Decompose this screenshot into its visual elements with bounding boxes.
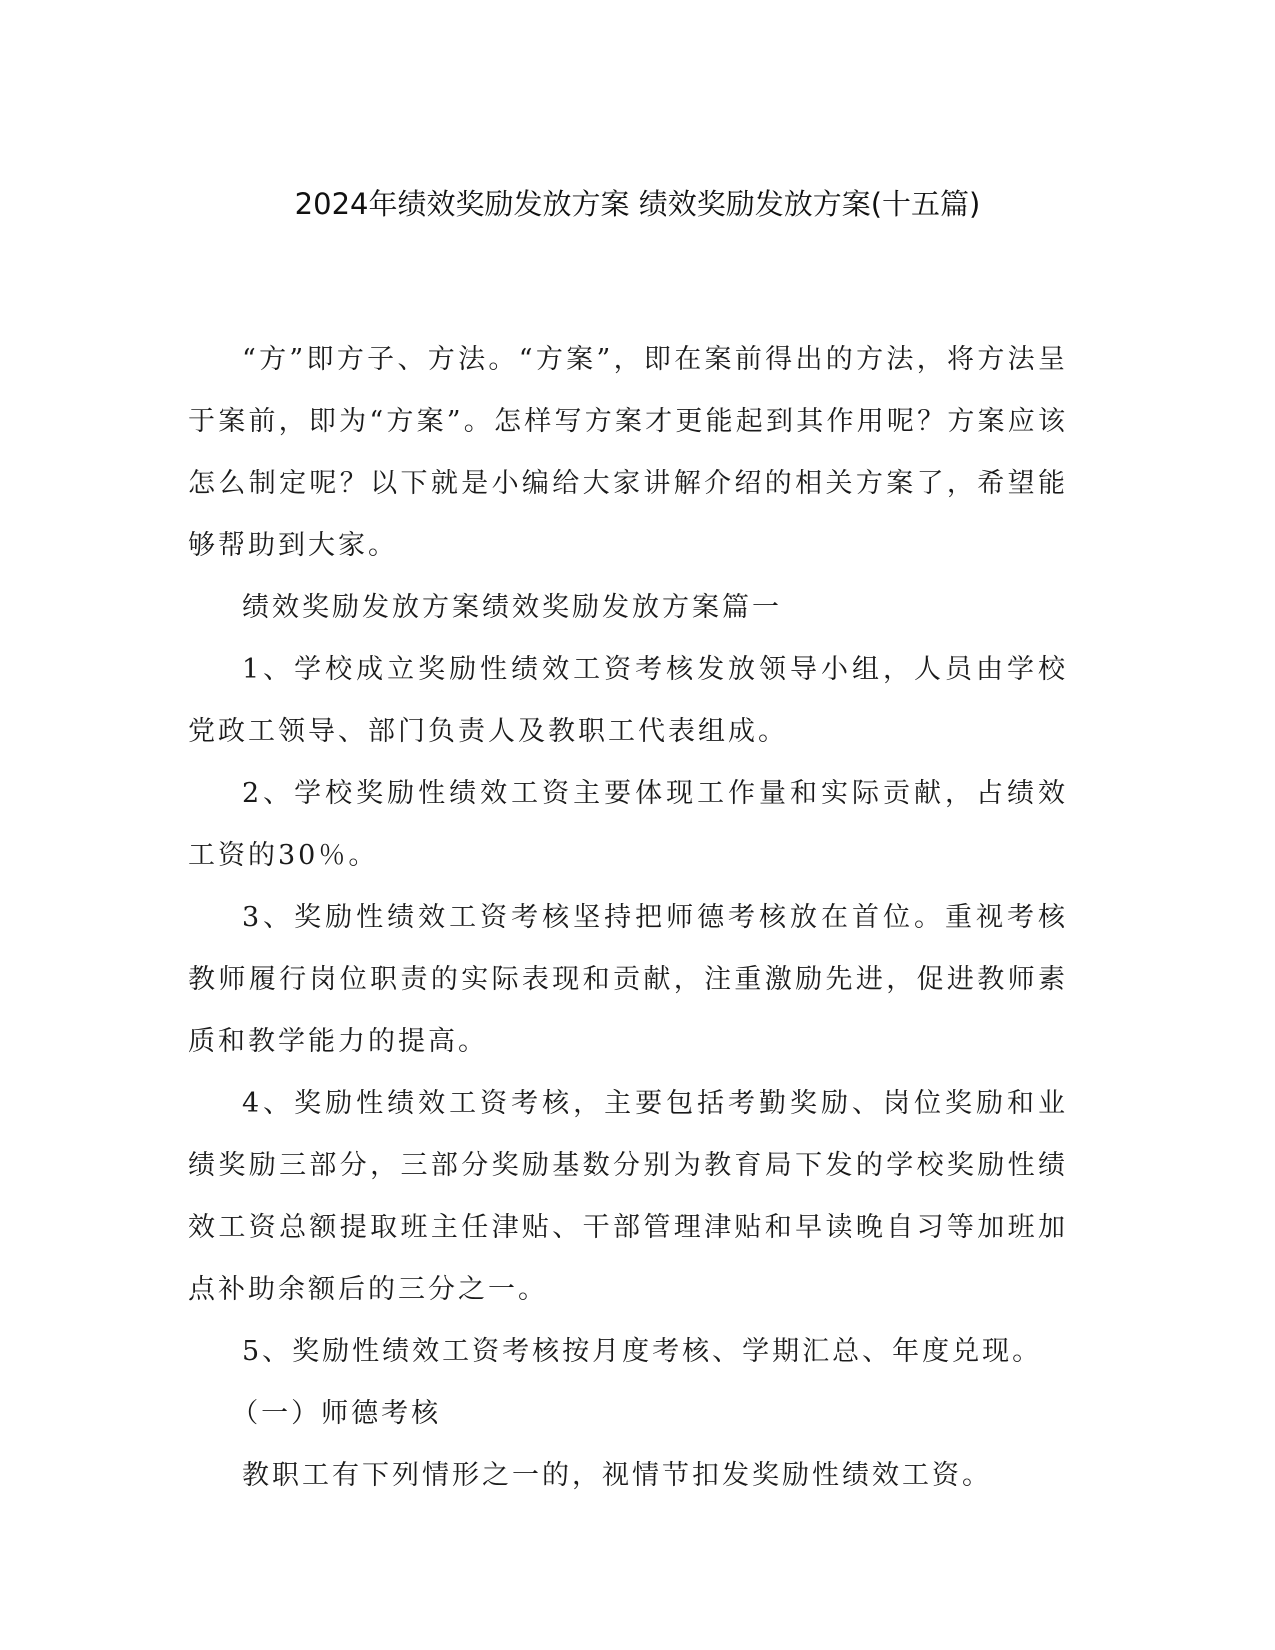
body-paragraph: 教职工有下列情形之一的，视情节扣发奖励性绩效工资。 <box>242 1460 992 1491</box>
intro-paragraph: “方”即方子、方法。“方案”，即在案前得出的方法，将方法呈于案前，即为“方案”。怎样写方案才更能起到其作用呢？方案应该怎么制定呢？以下就是小编给大家讲解介绍的相关方案了，希望能够帮助到大家。 <box>188 344 1068 561</box>
document-title: 2024年绩效奖励发放方案 绩效奖励发放方案(十五篇) <box>294 187 981 221</box>
section-heading: 绩效奖励发放方案绩效奖励发放方案篇一 <box>242 592 782 623</box>
list-item-2: 2、学校奖励性绩效工资主要体现工作量和实际贡献，占绩效工资的30％。 <box>188 778 1068 871</box>
list-item-3: 3、奖励性绩效工资考核坚持把师德考核放在首位。重视考核教师履行岗位职责的实际表现和贡献，注重激励先进，促进教师素质和教学能力的提高。 <box>188 902 1068 1057</box>
list-item-5: 5、奖励性绩效工资考核按月度考核、学期汇总、年度兑现。 <box>242 1336 1043 1367</box>
document-body <box>188 329 1068 1507</box>
list-item-4: 4、奖励性绩效工资考核，主要包括考勤奖励、岗位奖励和业绩奖励三部分，三部分奖励基数分别为教育局下发的学校奖励性绩效工资总额提取班主任津贴、干部管理津贴和早读晚自习等加班加点补助余额后的三分之一。 <box>188 1088 1068 1305</box>
list-item-1: 1、学校成立奖励性绩效工资考核发放领导小组，人员由学校党政工领导、部门负责人及教职工代表组成。 <box>188 654 1068 747</box>
subsection-heading: （一）师德考核 <box>231 1398 442 1429</box>
